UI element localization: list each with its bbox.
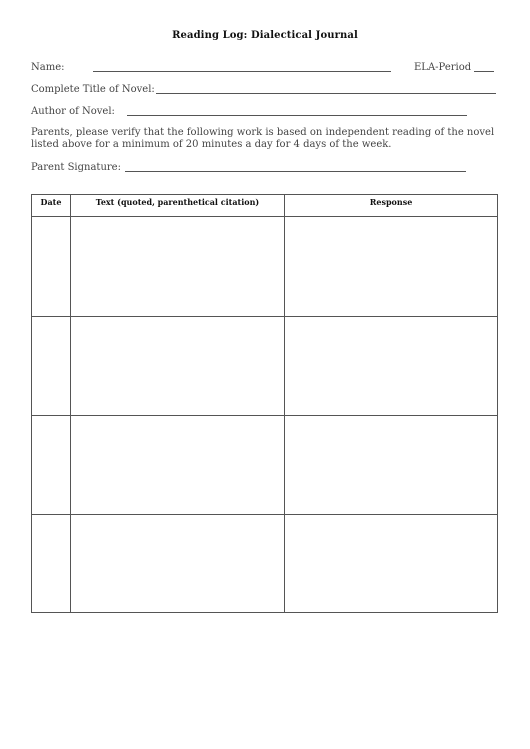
verification-text: Parents, please verify that the following work is based on independent reading of the novel listed above for a minimum of 20 minutes a day for 4 days of the week. [31,127,495,150]
table-row[interactable] [32,416,497,514]
header-response: Response [369,197,413,207]
author-label: Author of Novel: [31,106,115,117]
period-label: ELA-Period [414,62,472,73]
table-row[interactable] [32,515,497,612]
novel-title-label: Complete Title of Novel: [31,84,155,95]
header-text: Text (quoted, parenthetical citation) [95,197,260,207]
journal-table [31,194,498,613]
page-title: Reading Log: Dialectical Journal [172,30,358,41]
novel-title-field[interactable] [156,93,496,94]
period-field[interactable] [474,71,494,72]
header-date: Date [40,197,62,207]
author-field[interactable] [127,115,467,116]
table-row[interactable] [32,217,497,316]
parent-signature-field[interactable] [125,171,466,172]
name-field[interactable] [93,71,391,72]
name-label: Name: [31,62,65,73]
table-row[interactable] [32,317,497,415]
parent-signature-label: Parent Signature: [31,162,121,173]
